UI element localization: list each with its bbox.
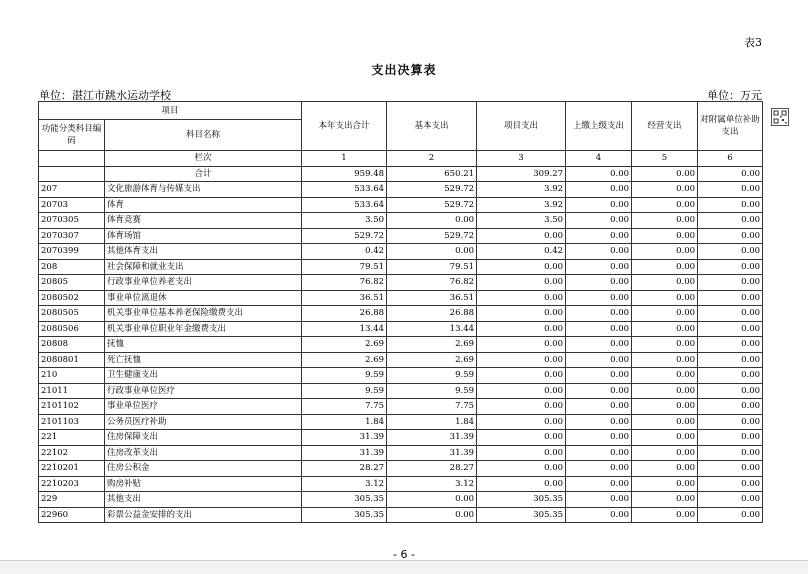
value-cell: 0.00 bbox=[566, 259, 632, 275]
value-cell: 0.00 bbox=[698, 213, 763, 229]
table-row bbox=[39, 461, 763, 477]
value-cell: 0.00 bbox=[477, 476, 566, 492]
value-cell: 0.00 bbox=[632, 182, 698, 198]
value-cell: 9.59 bbox=[302, 383, 387, 399]
value-cell: 31.39 bbox=[302, 445, 387, 461]
table-row bbox=[39, 492, 763, 508]
code-cell: 2080502 bbox=[39, 290, 105, 306]
seq-cell: 5 bbox=[632, 151, 698, 167]
value-cell: 79.51 bbox=[302, 259, 387, 275]
value-cell: 0.00 bbox=[698, 290, 763, 306]
value-cell: 0.00 bbox=[477, 228, 566, 244]
name-cell: 其他体育支出 bbox=[105, 244, 302, 260]
value-cell: 0.00 bbox=[698, 414, 763, 430]
value-cell: 0.00 bbox=[698, 383, 763, 399]
name-cell: 行政事业单位医疗 bbox=[105, 383, 302, 399]
value-cell: 3.12 bbox=[302, 476, 387, 492]
value-cell: 529.72 bbox=[387, 228, 477, 244]
value-cell: 0.00 bbox=[566, 197, 632, 213]
value-cell: 0.00 bbox=[566, 383, 632, 399]
value-cell: 3.12 bbox=[387, 476, 477, 492]
name-cell: 死亡抚恤 bbox=[105, 352, 302, 368]
value-cell: 0.00 bbox=[698, 244, 763, 260]
value-cell: 2.69 bbox=[302, 337, 387, 353]
value-cell: 0.00 bbox=[477, 383, 566, 399]
value-cell: 0.00 bbox=[698, 430, 763, 446]
table-row bbox=[39, 182, 763, 198]
value-cell: 0.00 bbox=[632, 197, 698, 213]
seq-cell: 1 bbox=[302, 151, 387, 167]
value-cell: 26.88 bbox=[387, 306, 477, 322]
col-header-business: 经营支出 bbox=[632, 102, 698, 151]
expenditure-table bbox=[38, 101, 763, 523]
value-cell: 0.00 bbox=[566, 213, 632, 229]
table-row bbox=[39, 368, 763, 384]
name-cell: 社会保障和就业支出 bbox=[105, 259, 302, 275]
value-cell: 0.00 bbox=[632, 399, 698, 415]
value-cell: 0.00 bbox=[477, 306, 566, 322]
sum-cell: 309.27 bbox=[477, 166, 566, 182]
table-row bbox=[39, 197, 763, 213]
value-cell: 0.00 bbox=[632, 492, 698, 508]
name-cell: 体育场馆 bbox=[105, 228, 302, 244]
value-cell: 0.00 bbox=[566, 492, 632, 508]
value-cell: 533.64 bbox=[302, 197, 387, 213]
value-cell: 3.50 bbox=[477, 213, 566, 229]
table-row bbox=[39, 306, 763, 322]
value-cell: 9.59 bbox=[387, 368, 477, 384]
value-cell: 3.92 bbox=[477, 197, 566, 213]
table-row bbox=[39, 259, 763, 275]
name-cell: 机关事业单位基本养老保险缴费支出 bbox=[105, 306, 302, 322]
name-cell: 公务员医疗补助 bbox=[105, 414, 302, 430]
value-cell: 0.00 bbox=[566, 337, 632, 353]
col-header-name: 科目名称 bbox=[105, 120, 302, 151]
value-cell: 0.00 bbox=[566, 244, 632, 260]
sum-blank-cell bbox=[39, 166, 105, 182]
value-cell: 0.00 bbox=[632, 306, 698, 322]
code-cell: 21011 bbox=[39, 383, 105, 399]
value-cell: 0.00 bbox=[698, 182, 763, 198]
value-cell: 0.00 bbox=[477, 414, 566, 430]
col-header-subsidy: 对附属单位补助支出 bbox=[698, 102, 763, 151]
seq-cell: 3 bbox=[477, 151, 566, 167]
value-cell: 0.00 bbox=[698, 321, 763, 337]
sum-cell: 0.00 bbox=[566, 166, 632, 182]
value-cell: 0.00 bbox=[566, 461, 632, 477]
qr-code-icon[interactable] bbox=[771, 108, 789, 126]
value-cell: 0.00 bbox=[387, 213, 477, 229]
code-cell: 2101103 bbox=[39, 414, 105, 430]
code-cell: 20703 bbox=[39, 197, 105, 213]
value-cell: 0.00 bbox=[566, 430, 632, 446]
value-cell: 0.00 bbox=[566, 445, 632, 461]
value-cell: 1.84 bbox=[387, 414, 477, 430]
table-row bbox=[39, 383, 763, 399]
value-cell: 76.82 bbox=[302, 275, 387, 291]
value-cell: 7.75 bbox=[302, 399, 387, 415]
value-cell: 3.92 bbox=[477, 182, 566, 198]
name-cell: 事业单位医疗 bbox=[105, 399, 302, 415]
value-cell: 0.00 bbox=[477, 430, 566, 446]
value-cell: 0.00 bbox=[566, 399, 632, 415]
col-header-total: 本年支出合计 bbox=[302, 102, 387, 151]
value-cell: 31.39 bbox=[387, 445, 477, 461]
table-row bbox=[39, 430, 763, 446]
table-row bbox=[39, 337, 763, 353]
sum-cell: 0.00 bbox=[698, 166, 763, 182]
value-cell: 0.00 bbox=[698, 228, 763, 244]
value-cell: 7.75 bbox=[387, 399, 477, 415]
code-cell: 2080505 bbox=[39, 306, 105, 322]
value-cell: 0.00 bbox=[698, 507, 763, 523]
code-cell: 221 bbox=[39, 430, 105, 446]
value-cell: 0.00 bbox=[566, 275, 632, 291]
value-cell: 0.00 bbox=[632, 244, 698, 260]
name-cell: 体育 bbox=[105, 197, 302, 213]
value-cell: 0.00 bbox=[632, 476, 698, 492]
code-cell: 2080801 bbox=[39, 352, 105, 368]
table-row bbox=[39, 290, 763, 306]
value-cell: 0.00 bbox=[566, 507, 632, 523]
name-cell: 购房补贴 bbox=[105, 476, 302, 492]
value-cell: 0.00 bbox=[566, 368, 632, 384]
seq-cell: 4 bbox=[566, 151, 632, 167]
unit-name: 单位：湛江市跳水运动学校 bbox=[39, 89, 171, 102]
value-cell: 0.00 bbox=[387, 244, 477, 260]
value-cell: 529.72 bbox=[387, 182, 477, 198]
table-row bbox=[39, 414, 763, 430]
table-row bbox=[39, 352, 763, 368]
table-row bbox=[39, 244, 763, 260]
value-cell: 0.00 bbox=[632, 259, 698, 275]
value-cell: 0.00 bbox=[698, 259, 763, 275]
value-cell: 2.69 bbox=[387, 337, 477, 353]
value-cell: 36.51 bbox=[302, 290, 387, 306]
value-cell: 0.00 bbox=[632, 228, 698, 244]
value-cell: 0.00 bbox=[632, 321, 698, 337]
code-cell: 22960 bbox=[39, 507, 105, 523]
column-group-header: 项目 bbox=[39, 102, 302, 120]
value-cell: 305.35 bbox=[477, 492, 566, 508]
value-cell: 0.00 bbox=[632, 275, 698, 291]
value-cell: 0.00 bbox=[477, 290, 566, 306]
name-cell: 行政事业单位养老支出 bbox=[105, 275, 302, 291]
value-cell: 529.72 bbox=[302, 228, 387, 244]
value-cell: 533.64 bbox=[302, 182, 387, 198]
code-cell: 2080506 bbox=[39, 321, 105, 337]
value-cell: 0.00 bbox=[698, 445, 763, 461]
value-cell: 0.00 bbox=[698, 476, 763, 492]
value-cell: 26.88 bbox=[302, 306, 387, 322]
value-cell: 0.00 bbox=[632, 352, 698, 368]
value-cell: 305.35 bbox=[477, 507, 566, 523]
name-cell: 体育竞赛 bbox=[105, 213, 302, 229]
value-cell: 9.59 bbox=[387, 383, 477, 399]
sum-row bbox=[39, 166, 763, 182]
table-row bbox=[39, 476, 763, 492]
name-cell: 彩票公益金安排的支出 bbox=[105, 507, 302, 523]
value-cell: 305.35 bbox=[302, 492, 387, 508]
value-cell: 0.00 bbox=[632, 213, 698, 229]
currency-unit: 单位：万元 bbox=[707, 89, 762, 102]
value-cell: 0.00 bbox=[477, 337, 566, 353]
page-number: - 6 - bbox=[393, 548, 415, 561]
col-header-upper: 上缴上级支出 bbox=[566, 102, 632, 151]
code-cell: 208 bbox=[39, 259, 105, 275]
value-cell: 0.00 bbox=[698, 461, 763, 477]
col-header-project: 项目支出 bbox=[477, 102, 566, 151]
code-cell: 2070307 bbox=[39, 228, 105, 244]
name-cell: 住房公积金 bbox=[105, 461, 302, 477]
value-cell: 3.50 bbox=[302, 213, 387, 229]
value-cell: 0.00 bbox=[566, 352, 632, 368]
value-cell: 36.51 bbox=[387, 290, 477, 306]
code-cell: 2070305 bbox=[39, 213, 105, 229]
value-cell: 305.35 bbox=[302, 507, 387, 523]
value-cell: 0.00 bbox=[566, 476, 632, 492]
value-cell: 0.00 bbox=[632, 383, 698, 399]
code-cell: 20805 bbox=[39, 275, 105, 291]
value-cell: 79.51 bbox=[387, 259, 477, 275]
value-cell: 76.82 bbox=[387, 275, 477, 291]
name-cell: 机关事业单位职业年金缴费支出 bbox=[105, 321, 302, 337]
value-cell: 1.84 bbox=[302, 414, 387, 430]
sum-label: 合计 bbox=[105, 166, 302, 182]
value-cell: 9.59 bbox=[302, 368, 387, 384]
value-cell: 0.00 bbox=[387, 507, 477, 523]
table-row bbox=[39, 399, 763, 415]
col-header-code: 功能分类科目编码 bbox=[39, 120, 105, 151]
value-cell: 0.00 bbox=[477, 368, 566, 384]
value-cell: 0.00 bbox=[477, 461, 566, 477]
code-cell: 207 bbox=[39, 182, 105, 198]
value-cell: 0.00 bbox=[477, 259, 566, 275]
name-cell: 其他支出 bbox=[105, 492, 302, 508]
code-cell: 22102 bbox=[39, 445, 105, 461]
page-title: 支出决算表 bbox=[371, 63, 437, 77]
value-cell: 28.27 bbox=[302, 461, 387, 477]
value-cell: 0.00 bbox=[566, 228, 632, 244]
name-cell: 事业单位离退休 bbox=[105, 290, 302, 306]
value-cell: 0.00 bbox=[477, 445, 566, 461]
code-cell: 2070399 bbox=[39, 244, 105, 260]
value-cell: 0.00 bbox=[477, 352, 566, 368]
value-cell: 0.00 bbox=[698, 368, 763, 384]
value-cell: 0.00 bbox=[698, 399, 763, 415]
seq-blank-cell bbox=[39, 151, 105, 167]
table-row bbox=[39, 275, 763, 291]
sum-cell: 959.48 bbox=[302, 166, 387, 182]
name-cell: 住房保障支出 bbox=[105, 430, 302, 446]
value-cell: 0.00 bbox=[566, 182, 632, 198]
code-cell: 20808 bbox=[39, 337, 105, 353]
value-cell: 0.00 bbox=[632, 414, 698, 430]
value-cell: 0.00 bbox=[477, 321, 566, 337]
sum-cell: 650.21 bbox=[387, 166, 477, 182]
value-cell: 0.00 bbox=[632, 430, 698, 446]
table-body bbox=[39, 182, 763, 523]
value-cell: 0.00 bbox=[698, 352, 763, 368]
value-cell: 0.00 bbox=[698, 492, 763, 508]
value-cell: 0.42 bbox=[477, 244, 566, 260]
value-cell: 2.69 bbox=[387, 352, 477, 368]
name-cell: 住房改革支出 bbox=[105, 445, 302, 461]
value-cell: 31.39 bbox=[387, 430, 477, 446]
value-cell: 28.27 bbox=[387, 461, 477, 477]
value-cell: 0.00 bbox=[477, 275, 566, 291]
sum-cell: 0.00 bbox=[632, 166, 698, 182]
value-cell: 529.72 bbox=[387, 197, 477, 213]
value-cell: 0.00 bbox=[566, 321, 632, 337]
value-cell: 0.42 bbox=[302, 244, 387, 260]
value-cell: 0.00 bbox=[632, 337, 698, 353]
value-cell: 0.00 bbox=[632, 445, 698, 461]
value-cell: 0.00 bbox=[632, 507, 698, 523]
value-cell: 0.00 bbox=[698, 275, 763, 291]
name-cell: 抚恤 bbox=[105, 337, 302, 353]
seq-row bbox=[39, 151, 763, 167]
code-cell: 210 bbox=[39, 368, 105, 384]
col-header-basic: 基本支出 bbox=[387, 102, 477, 151]
code-cell: 229 bbox=[39, 492, 105, 508]
table-row bbox=[39, 445, 763, 461]
code-cell: 2210203 bbox=[39, 476, 105, 492]
table-row bbox=[39, 321, 763, 337]
value-cell: 0.00 bbox=[698, 306, 763, 322]
value-cell: 0.00 bbox=[387, 492, 477, 508]
table-row bbox=[39, 507, 763, 523]
code-cell: 2101102 bbox=[39, 399, 105, 415]
value-cell: 0.00 bbox=[698, 337, 763, 353]
name-cell: 卫生健康支出 bbox=[105, 368, 302, 384]
value-cell: 0.00 bbox=[566, 306, 632, 322]
seq-cell: 2 bbox=[387, 151, 477, 167]
name-cell: 文化旅游体育与传媒支出 bbox=[105, 182, 302, 198]
seq-label: 栏次 bbox=[105, 151, 302, 167]
value-cell: 0.00 bbox=[566, 290, 632, 306]
value-cell: 0.00 bbox=[566, 414, 632, 430]
value-cell: 0.00 bbox=[698, 197, 763, 213]
table-number: 表3 bbox=[744, 36, 762, 49]
value-cell: 2.69 bbox=[302, 352, 387, 368]
value-cell: 31.39 bbox=[302, 430, 387, 446]
value-cell: 0.00 bbox=[477, 399, 566, 415]
value-cell: 0.00 bbox=[632, 290, 698, 306]
value-cell: 13.44 bbox=[302, 321, 387, 337]
seq-cell: 6 bbox=[698, 151, 763, 167]
code-cell: 2210201 bbox=[39, 461, 105, 477]
value-cell: 13.44 bbox=[387, 321, 477, 337]
value-cell: 0.00 bbox=[632, 461, 698, 477]
table-row bbox=[39, 213, 763, 229]
value-cell: 0.00 bbox=[632, 368, 698, 384]
header-row-1 bbox=[39, 102, 763, 120]
table-row bbox=[39, 228, 763, 244]
